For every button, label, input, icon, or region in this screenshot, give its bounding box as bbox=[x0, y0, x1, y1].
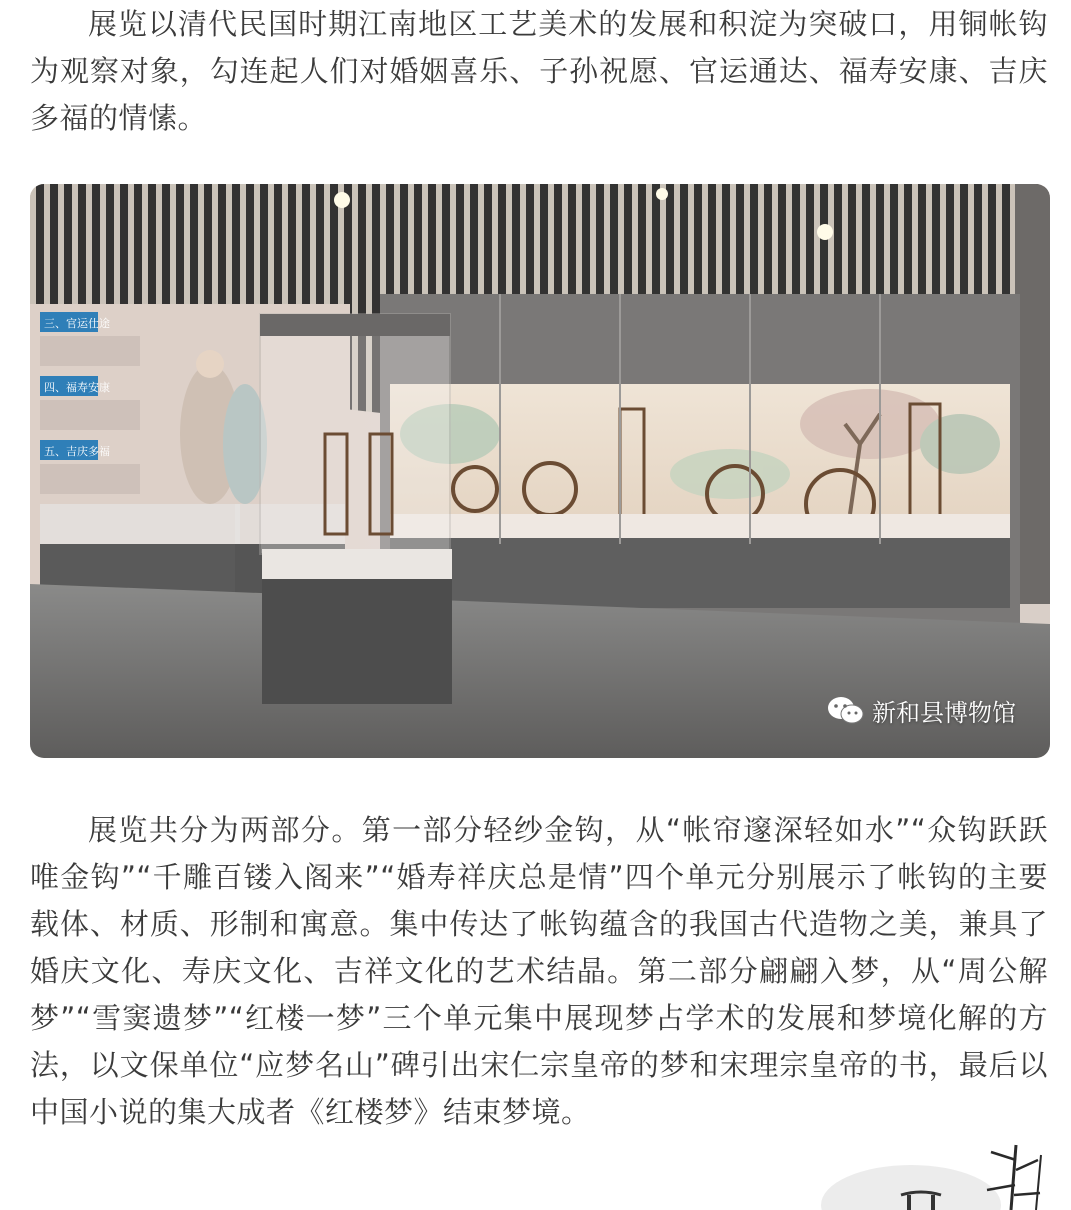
wall-panel-label-2: 四、福寿安康 bbox=[44, 381, 110, 394]
ink-bamboo-decoration bbox=[811, 1135, 1071, 1210]
intro-paragraph: 展览以清代民国时期江南地区工艺美术的发展和积淀为突破口，用铜帐钩为观察对象，勾连起人们对婚姻喜乐、子孙祝愿、官运通达、福寿安康、吉庆多福的情愫。 bbox=[30, 7, 1048, 135]
wall-panel-label-3: 五、吉庆多福 bbox=[44, 445, 110, 458]
wall-panel-label-1: 三、官运仕途 bbox=[44, 317, 110, 330]
watermark bbox=[826, 693, 1016, 728]
exhibition-hall-photo bbox=[30, 184, 1050, 758]
wechat-icon bbox=[826, 695, 866, 727]
body-paragraph: 展览共分为两部分。第一部分轻纱金钩，从“帐帘邃深轻如水”“众钩跃跃唯金钩”“千雕百镂入阁来”“婚寿祥庆总是情”四个单元分别展示了帐钩的主要载体、材质、形制和寓意。集中传达了帐钩蕴含的我国古代造物之美，兼具了婚庆文化、寿庆文化、吉祥文化的艺术结晶。第二部分翩翩入梦，从“周公解梦”“雪窦遗梦”“红楼一梦”三个单元集中展现梦占学术的发展和梦境化解的方法，以文保单位“应梦名山”碑引出宋仁宗皇帝的梦和宋理宗皇帝的书，最后以中国小说的集大成者《红楼梦》结束梦境。 bbox=[30, 813, 1048, 1129]
watermark-text: 新和县博物馆 bbox=[872, 699, 1016, 727]
wall-panel-labels bbox=[40, 312, 140, 494]
